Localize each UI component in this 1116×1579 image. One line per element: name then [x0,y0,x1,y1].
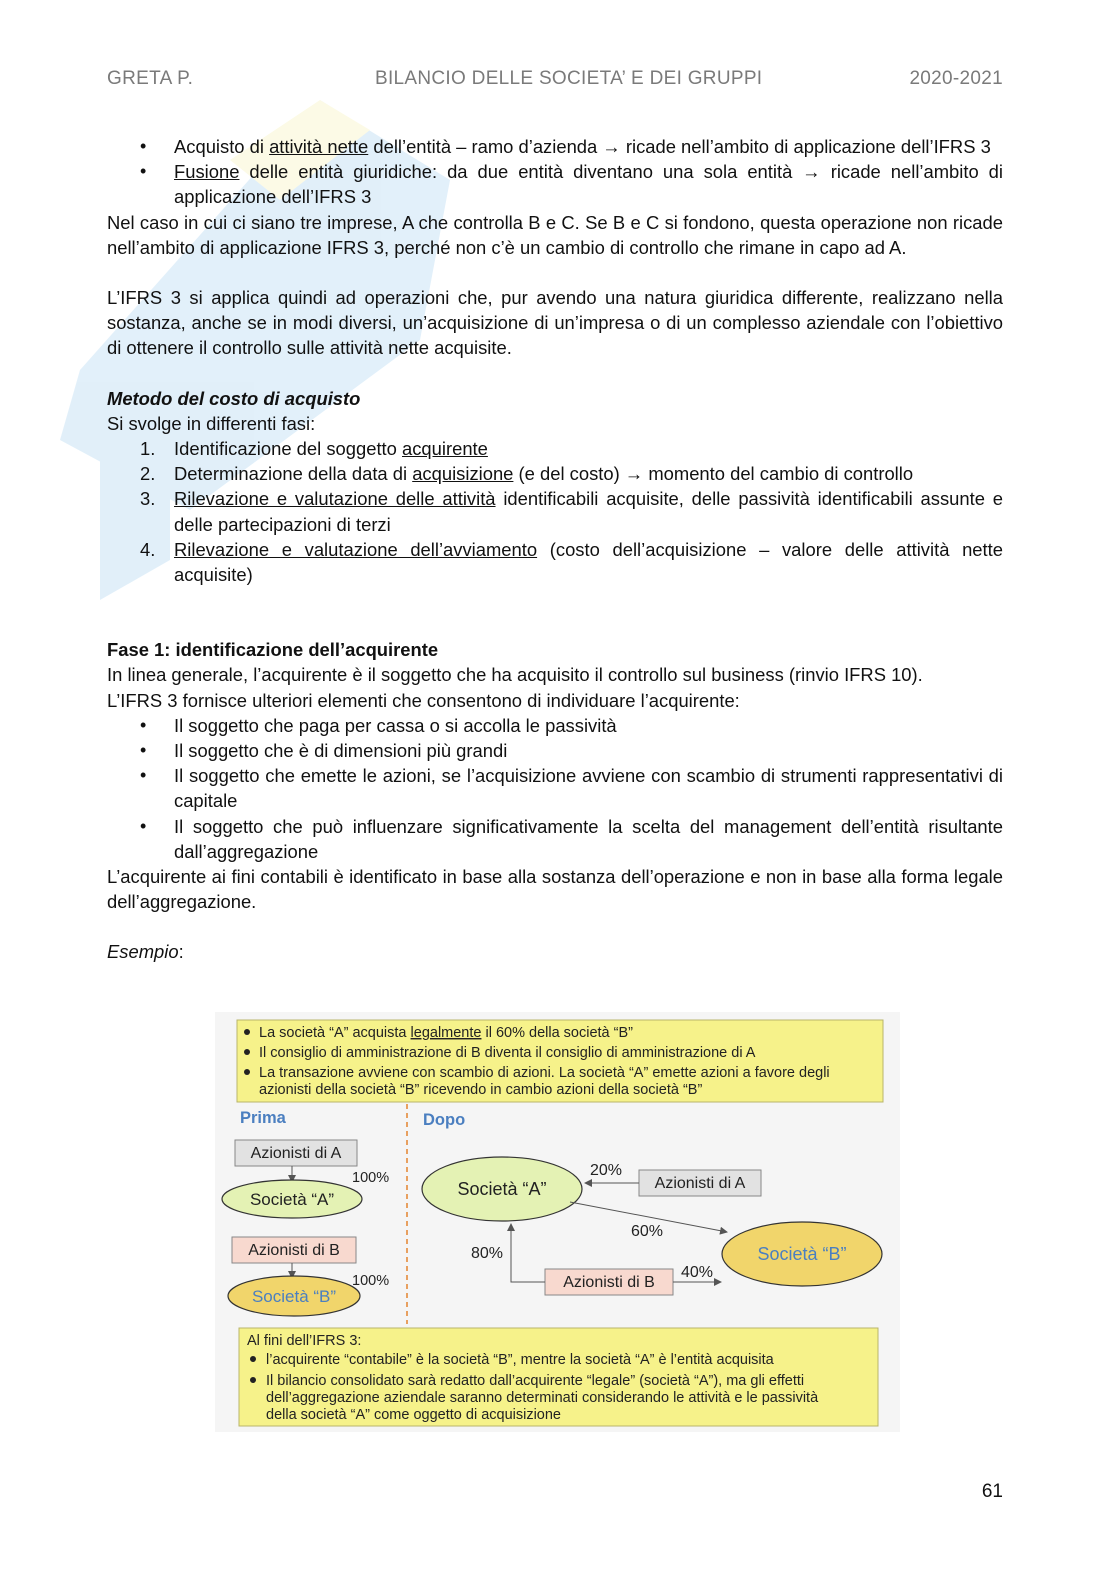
phase1-bullet-list [107,713,1003,864]
paragraph-ifrs3: L’IFRS 3 si applica quindi ad operazioni che, pur avendo una natura giuridica differente, realizzano nella sostanza, anche se in modi diversi, un’acquisizione di un’impresa o di un complesso aziendale con l’obiettivo di ottenere il controllo sulle attività nette acquisite. [107,287,1003,359]
underlined-term: attività nette [269,136,369,157]
svg-text:100%: 100% [352,1273,390,1289]
bullet-dot [250,1377,256,1383]
underlined-term: Fusione [174,161,240,183]
intro-bullet-list [107,134,1003,210]
list-item: 3. Rilevazione e valutazione delle attività identificabili acquisite, delle passività identificabili assunte e delle partecipazioni di terzi [140,488,1003,535]
method-steps-list [107,436,1003,587]
page-content [107,134,1003,965]
list-item: • Il soggetto che è di dimensioni più grandi [107,738,1003,763]
header-title: BILANCIO DELLE SOCIETA’ E DEI GRUPPI [375,68,763,89]
list-item: 1. Identificazione del soggetto acquirente [140,438,488,460]
svg-text:Azionisti di A: Azionisti di A [654,1175,746,1192]
page-header [107,68,1003,96]
header-year: 2020-2021 [909,68,1003,89]
list-item: • Il soggetto che può influenzare significativamente la scelta del management dell’entità risultante dall’aggregazione [107,814,1003,864]
svg-text:Azionisti di B: Azionisti di B [563,1274,655,1291]
phase1-line1: In linea generale, l’acquirente è il soggetto che ha acquisito il controllo sul business (rinvio IFRS 10). [107,664,923,686]
svg-text:Al fini dell’IFRS 3:: Al fini dell’IFRS 3: [247,1333,362,1349]
example-label: Esempio: [107,941,184,963]
method-intro: Si svolge in differenti fasi: [107,412,316,434]
list-item: • Fusione delle entità giuridiche: da due entità diventano una sola entità → ricade nell’ambito di applicazione dell’IFRS 3 [107,159,1003,209]
list-item: 4. Rilevazione e valutazione dell’avviamento (costo dell’acquisizione – valore delle attività nette acquisite) [140,538,1003,586]
phase1-conclusion: L’acquirente ai fini contabili è identificato in base alla sostanza dell’operazione e non in base alla forma legale dell’aggregazione. [107,866,1003,913]
section-title-phase1: Fase 1: identificazione dell’acquirente [107,639,439,661]
svg-text:Azionisti di B: Azionisti di B [248,1242,340,1259]
svg-text:40%: 40% [681,1264,714,1281]
svg-text:Azionisti di A: Azionisti di A [250,1145,342,1162]
bullet-dot [250,1356,256,1362]
after-label: Dopo [423,1111,466,1129]
paragraph-three-firms: Nel caso in cui ci siano tre imprese, A che controlla B e C. Se B e C si fondono, questa operazione non ricade nell’ambito di applicazione IFRS 3, perché non c’è un cambio di controllo che rimane in capo ad A. [107,211,1003,258]
svg-text:20%: 20% [590,1162,623,1179]
svg-text:La società “A” acquista legalm: La società “A” acquista legalmente il 60% della società “B” [259,1025,633,1041]
list-item: • Il soggetto che emette le azioni, se l’acquisizione avviene con scambio di strumenti rappresentativi di capitale [107,763,1003,813]
bullet-dot [244,1049,250,1055]
svg-text:azionisti della società “B” ri: azionisti della società “B” ricevendo in cambio azioni della società “B” [259,1082,703,1098]
svg-text:Il consiglio di amministrazion: Il consiglio di amministrazione di B diventa il consiglio di amministrazione di A [259,1045,756,1061]
svg-text:dell’aggregazione aziendale sa: dell’aggregazione aziendale saranno determinati considerando le attività e le passività [266,1390,819,1406]
svg-text:Il bilancio consolidato sarà r: Il bilancio consolidato sarà redatto dall’acquirente “legale” (società “A”), ma gli effetti [266,1373,805,1389]
page-number: 61 [981,1481,1003,1502]
bullet-dot [244,1029,250,1035]
bullet-dot [244,1069,250,1075]
svg-text:100%: 100% [352,1170,390,1186]
svg-text:Società “A”: Società “A” [249,1190,335,1209]
svg-text:l’acquirente “contabile” è la: l’acquirente “contabile” è la società “B”, mentre la società “A” è l’entità acquisita [266,1352,774,1368]
svg-text:Società “B”: Società “B” [757,1244,847,1264]
phase1-line2: L’IFRS 3 fornisce ulteriori elementi che consentono di individuare l’acquirente: [107,689,740,711]
svg-text:Società “A”: Società “A” [457,1179,547,1199]
svg-text:Società “B”: Società “B” [251,1287,337,1306]
svg-text:60%: 60% [631,1223,664,1240]
svg-text:La transazione avviene con sca: La transazione avviene con scambio di azioni. La società “A” emette azioni a favore degli [259,1065,830,1081]
list-item: • Il soggetto che paga per cassa o si accolla le passività [107,713,1003,738]
section-title-method: Metodo del costo di acquisto [107,387,361,409]
list-item: 2. Determinazione della data di acquisizione (e del costo) → momento del cambio di controllo [140,463,914,485]
header-author: GRETA P. [107,68,194,89]
before-label: Prima [240,1109,286,1127]
acquisition-diagram [215,1012,900,1432]
list-item: • Acquisto di attività nette dell’entità – ramo d’azienda → ricade nell’ambito di applicazione dell’IFRS 3 [107,134,1003,159]
svg-text:80%: 80% [471,1245,504,1262]
svg-text:della società “A” come oggetto: della società “A” come oggetto di acquisizione [266,1407,561,1423]
